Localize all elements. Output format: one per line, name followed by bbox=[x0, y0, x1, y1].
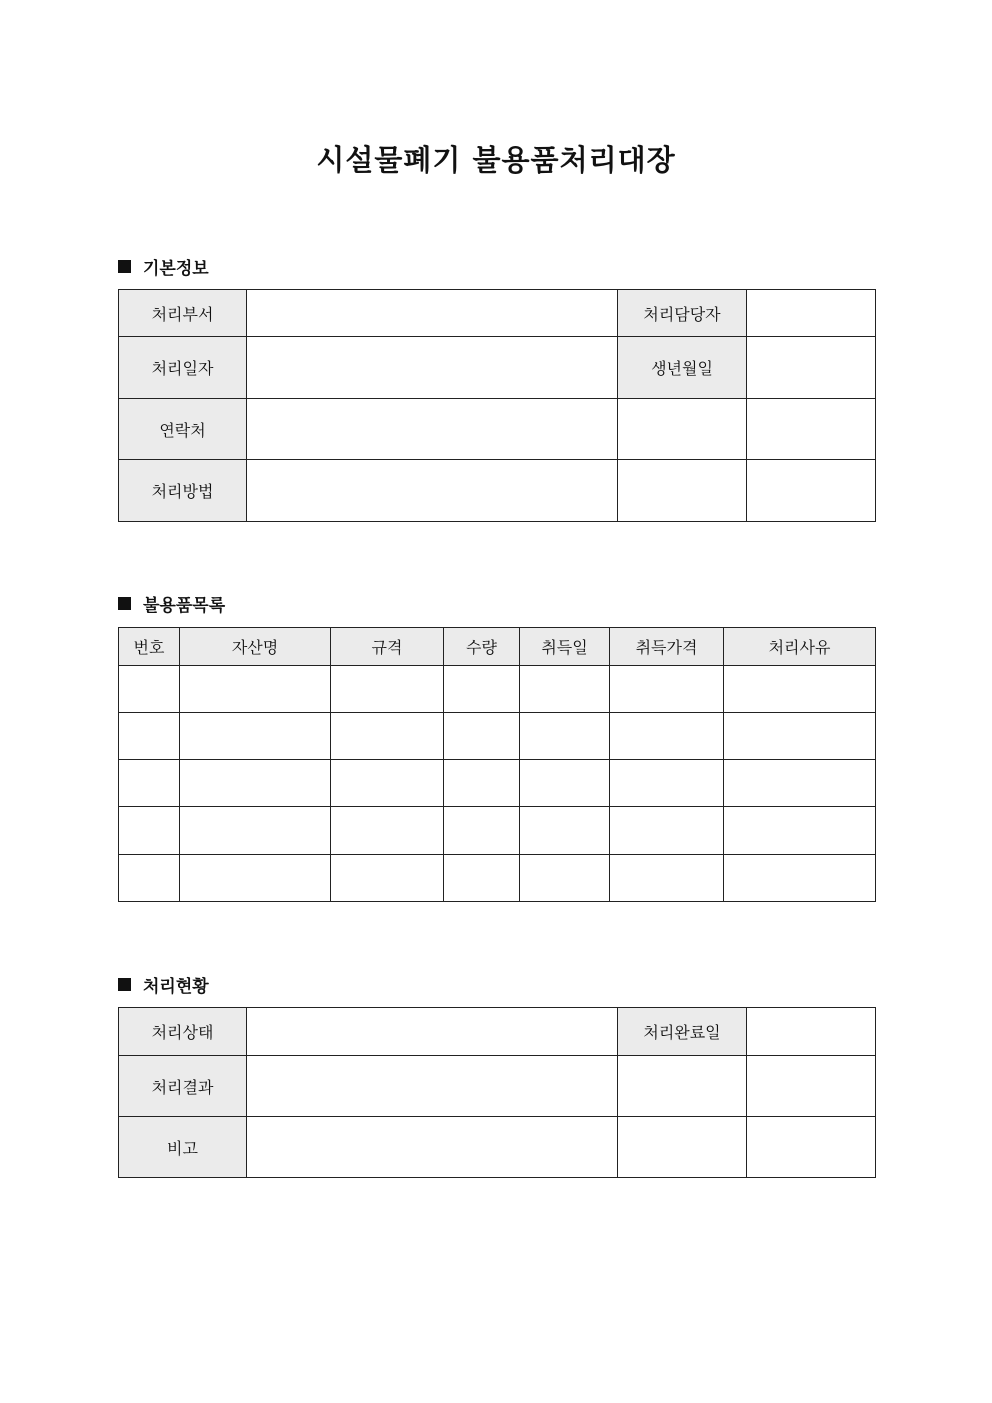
section-heading-basic-info bbox=[118, 254, 209, 279]
table-row bbox=[119, 807, 876, 855]
table-cell[interactable] bbox=[520, 807, 610, 855]
table-cell[interactable] bbox=[444, 807, 520, 855]
table-cell[interactable] bbox=[724, 807, 876, 855]
complete-date-label: 처리완료일 bbox=[618, 1008, 747, 1056]
birth-field[interactable] bbox=[747, 337, 876, 399]
table-cell[interactable] bbox=[724, 760, 876, 807]
method-field[interactable] bbox=[247, 460, 618, 522]
status-table bbox=[118, 1007, 876, 1178]
remarks-label: 비고 bbox=[119, 1117, 247, 1178]
method-label: 처리방법 bbox=[119, 460, 247, 522]
table-cell[interactable] bbox=[610, 855, 724, 902]
page-title: 시설물폐기 불용품처리대장 bbox=[316, 143, 676, 177]
birth-label: 생년월일 bbox=[618, 337, 747, 399]
section-title: 처리현황 bbox=[143, 977, 209, 997]
square-bullet-icon bbox=[118, 260, 131, 273]
table-row bbox=[119, 666, 876, 713]
table-cell[interactable] bbox=[180, 666, 331, 713]
table-cell[interactable] bbox=[520, 855, 610, 902]
blank-cell[interactable] bbox=[618, 1117, 747, 1178]
table-cell[interactable] bbox=[180, 807, 331, 855]
table-cell[interactable] bbox=[610, 760, 724, 807]
table-cell[interactable] bbox=[724, 666, 876, 713]
table-cell[interactable] bbox=[444, 855, 520, 902]
table-row bbox=[119, 855, 876, 902]
blank-cell[interactable] bbox=[747, 460, 876, 522]
result-label: 처리결과 bbox=[119, 1056, 247, 1117]
state-label: 처리상태 bbox=[119, 1008, 247, 1056]
table-cell[interactable] bbox=[610, 807, 724, 855]
square-bullet-icon bbox=[118, 597, 131, 610]
section-title: 불용품목록 bbox=[143, 596, 226, 616]
table-row bbox=[119, 760, 876, 807]
table-cell[interactable] bbox=[610, 666, 724, 713]
col-header-number: 번호 bbox=[119, 628, 180, 666]
manager-label: 처리담당자 bbox=[618, 290, 747, 337]
table-cell[interactable] bbox=[444, 760, 520, 807]
remarks-field[interactable] bbox=[247, 1117, 618, 1178]
section-heading-items bbox=[118, 591, 225, 616]
table-cell[interactable] bbox=[444, 713, 520, 760]
blank-cell[interactable] bbox=[618, 460, 747, 522]
col-header-acquired-date: 취득일 bbox=[520, 628, 610, 666]
blank-cell[interactable] bbox=[618, 1056, 747, 1117]
table-cell[interactable] bbox=[119, 760, 180, 807]
table-cell[interactable] bbox=[180, 855, 331, 902]
table-cell[interactable] bbox=[119, 713, 180, 760]
contact-field[interactable] bbox=[247, 399, 618, 460]
manager-field[interactable] bbox=[747, 290, 876, 337]
table-cell[interactable] bbox=[520, 760, 610, 807]
dept-field[interactable] bbox=[247, 290, 618, 337]
date-field[interactable] bbox=[247, 337, 618, 399]
table-cell[interactable] bbox=[119, 807, 180, 855]
table-cell[interactable] bbox=[119, 666, 180, 713]
table-cell[interactable] bbox=[724, 713, 876, 760]
blank-cell[interactable] bbox=[747, 1056, 876, 1117]
state-field[interactable] bbox=[247, 1008, 618, 1056]
table-cell[interactable] bbox=[724, 855, 876, 902]
table-cell[interactable] bbox=[520, 666, 610, 713]
table-cell[interactable] bbox=[610, 713, 724, 760]
blank-cell[interactable] bbox=[747, 1117, 876, 1178]
col-header-quantity: 수량 bbox=[444, 628, 520, 666]
contact-label: 연락처 bbox=[119, 399, 247, 460]
table-cell[interactable] bbox=[331, 855, 444, 902]
table-cell[interactable] bbox=[331, 713, 444, 760]
blank-cell[interactable] bbox=[618, 399, 747, 460]
section-heading-status bbox=[118, 972, 209, 997]
date-label: 처리일자 bbox=[119, 337, 247, 399]
table-cell[interactable] bbox=[520, 713, 610, 760]
table-cell[interactable] bbox=[444, 666, 520, 713]
square-bullet-icon bbox=[118, 978, 131, 991]
col-header-spec: 규격 bbox=[331, 628, 444, 666]
complete-date-field[interactable] bbox=[747, 1008, 876, 1056]
col-header-reason: 처리사유 bbox=[724, 628, 876, 666]
blank-cell[interactable] bbox=[747, 399, 876, 460]
table-cell[interactable] bbox=[180, 760, 331, 807]
basic-info-table bbox=[118, 289, 876, 522]
items-header-row bbox=[119, 628, 876, 666]
result-field[interactable] bbox=[247, 1056, 618, 1117]
col-header-asset-name: 자산명 bbox=[180, 628, 331, 666]
section-title: 기본정보 bbox=[143, 259, 209, 279]
items-table bbox=[118, 627, 876, 902]
table-cell[interactable] bbox=[331, 666, 444, 713]
table-row bbox=[119, 713, 876, 760]
table-cell[interactable] bbox=[180, 713, 331, 760]
col-header-acquired-price: 취득가격 bbox=[610, 628, 724, 666]
table-cell[interactable] bbox=[331, 760, 444, 807]
table-cell[interactable] bbox=[331, 807, 444, 855]
dept-label: 처리부서 bbox=[119, 290, 247, 337]
table-cell[interactable] bbox=[119, 855, 180, 902]
